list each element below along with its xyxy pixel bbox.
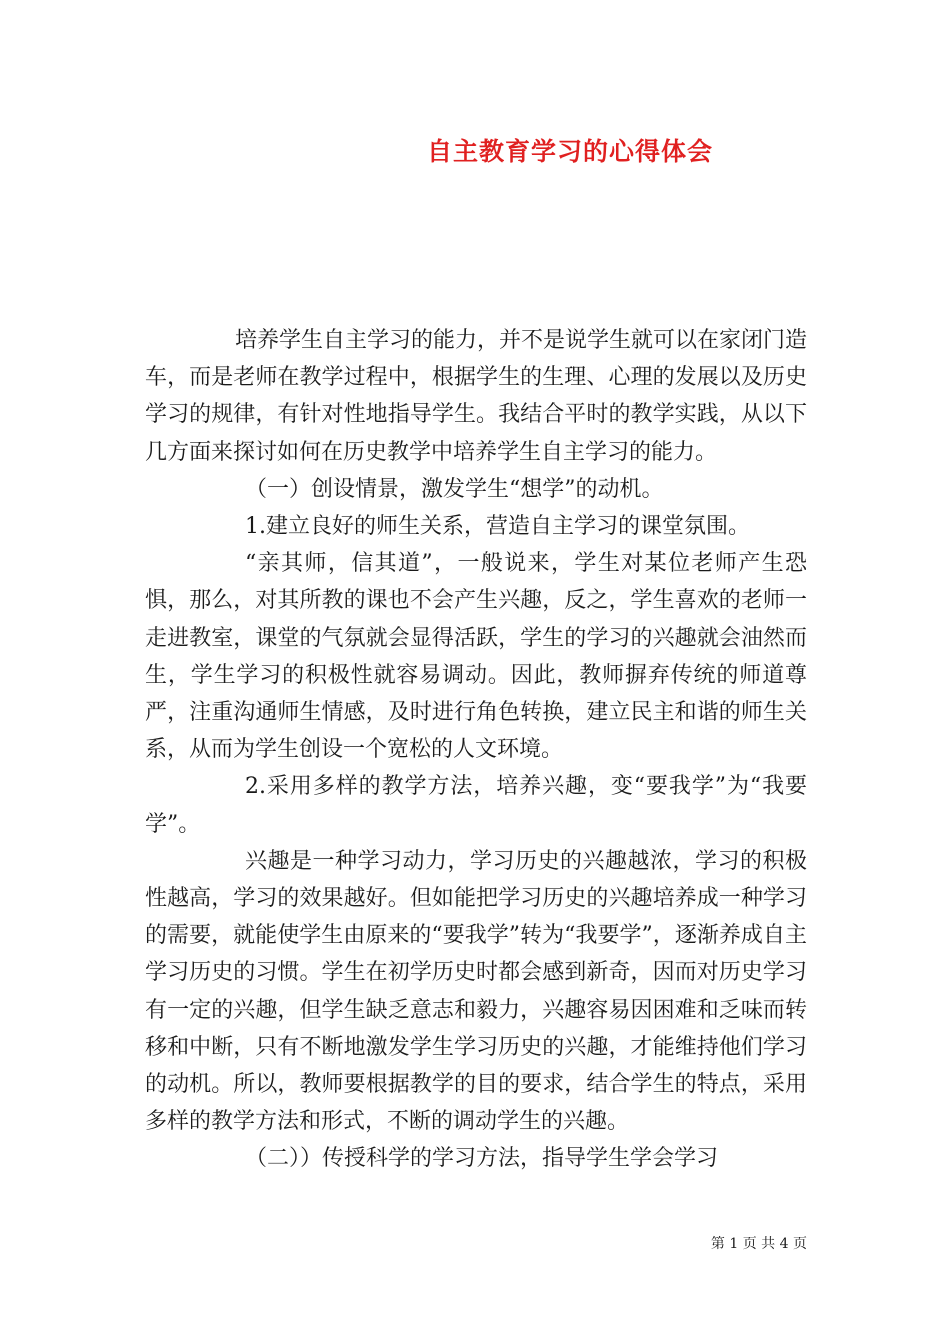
paragraph-interest: 兴趣是一种学习动力，学习历史的兴趣越浓，学习的积极性越高，学习的效果越好。但如能把学习历史的兴趣培养成一种学习的需要，就能使学生由原来的“要我学”转为“我要学”，逐渐养成自主学习历史的习惯。学生在初学历史时都会感到新奇，因而对历史学习有一定的兴趣，但学生缺乏意志和毅力，兴趣容易因困难和乏味而转移和中断，只有不断地激发学生学习历史的兴趣，才能维持他们学习的动机。所以，教师要根据教学的目的要求，结合学生的特点，采用多样的教学方法和形式，不断的调动学生的兴趣。 bbox=[145, 848, 807, 1135]
document-body bbox=[145, 322, 807, 1178]
subheading-1: 1.建立良好的师生关系，营造自主学习的课堂氛围。 bbox=[245, 514, 750, 540]
paragraph-relationship: “亲其师，信其道”，一般说来，学生对某位老师产生恐惧，那么，对其所教的课也不会产生兴趣，反之，学生喜欢的老师一走进教室，课堂的气氛就会显得活跃，学生的学习的兴趣就会油然而生，学生学习的积极性就容易调动。因此，教师摒弃传统的师道尊严，注重沟通师生情感，及时进行角色转换，建立民主和谐的师生关系，从而为学生创设一个宽松的人文环境。 bbox=[145, 551, 807, 763]
section-heading-2: （二））传授科学的学习方法，指导学生学会学习 bbox=[245, 1146, 719, 1172]
subheading-2: 2.采用多样的教学方法，培养兴趣，变“要我学”为“我要学”。 bbox=[145, 774, 807, 837]
page-number: 第 1 页 共 4 页 bbox=[710, 1236, 807, 1252]
document-title: 自主教育学习的心得体会 bbox=[426, 137, 713, 166]
paragraph-intro: 培养学生自主学习的能力，并不是说学生就可以在家闭门造车，而是老师在教学过程中，根据学生的生理、心理的发展以及历史学习的规律，有针对性地指导学生。我结合平时的教学实践，从以下几方面来探讨如何在历史教学中培养学生自主学习的能力。 bbox=[145, 328, 808, 465]
section-heading-1: （一）创设情景，激发学生“想学”的动机。 bbox=[245, 476, 664, 502]
